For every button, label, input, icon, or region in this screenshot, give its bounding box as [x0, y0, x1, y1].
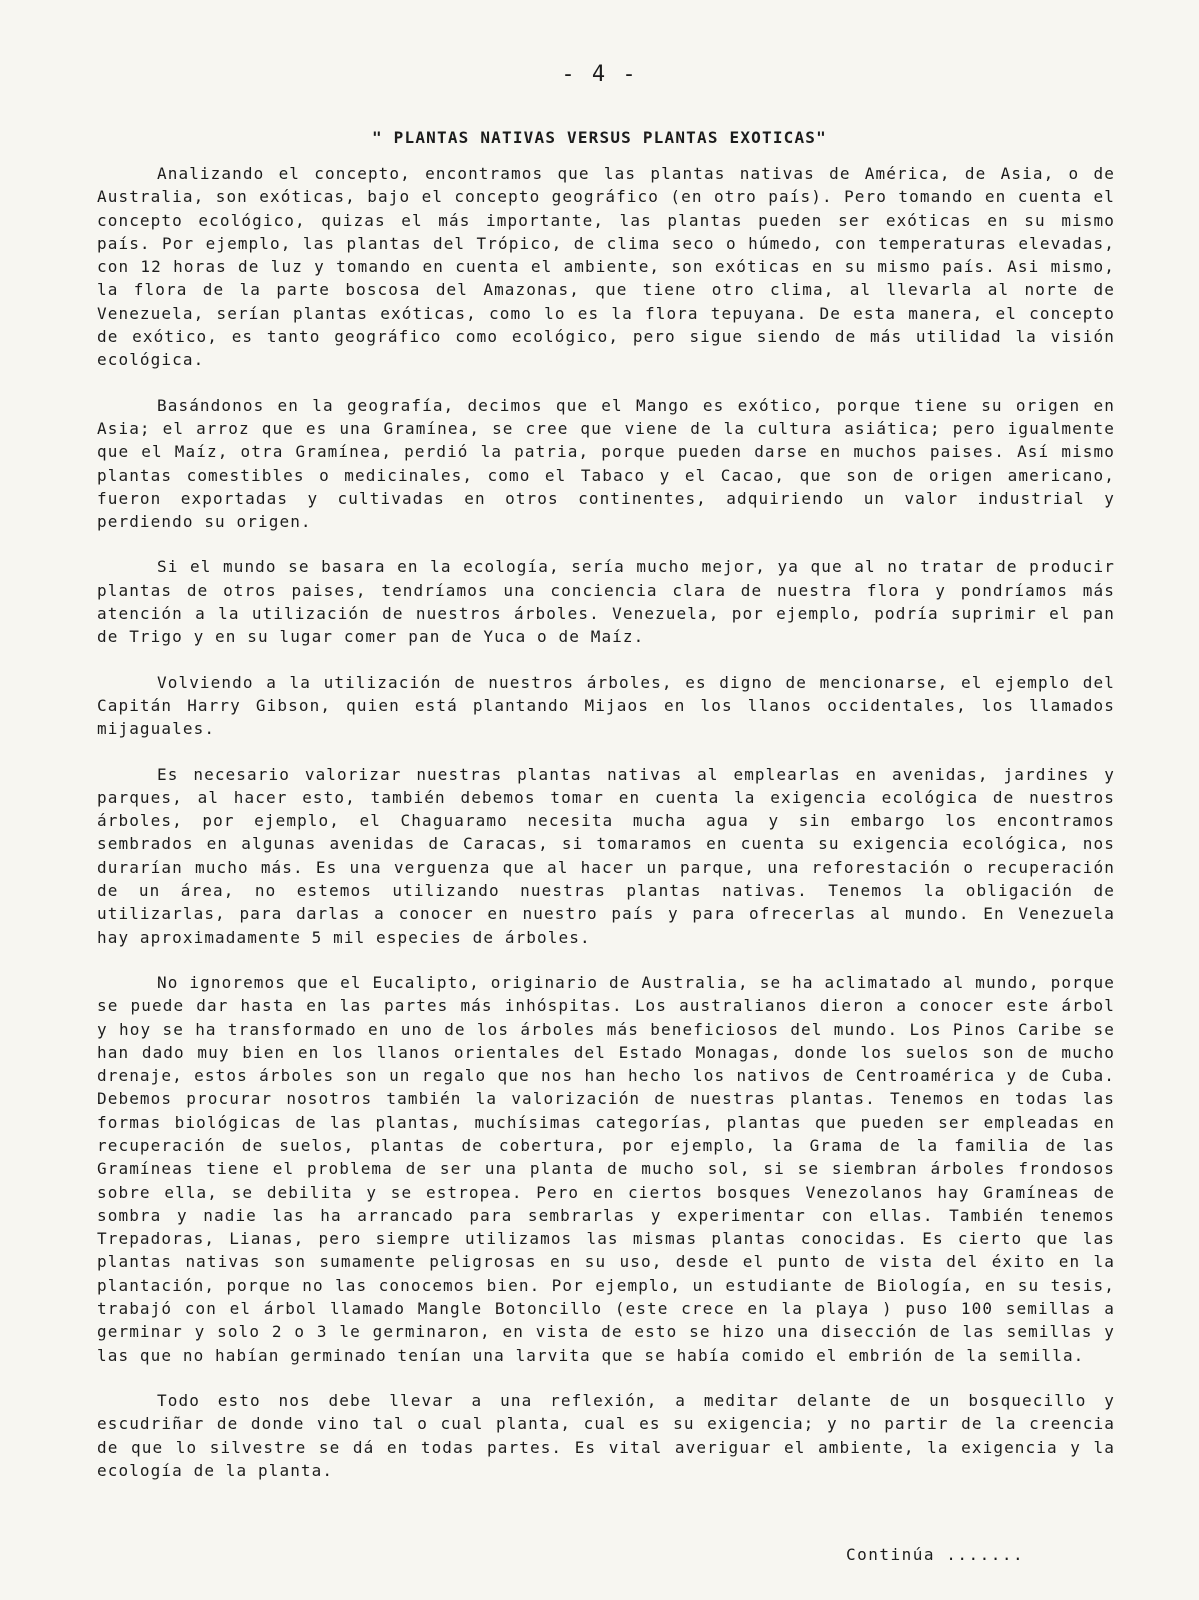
article-body — [97, 162, 1115, 1504]
paragraph: Analizando el concepto, encontramos que las plantas nativas de América, de Asia, o de Australia, son exóticas, bajo el concepto geográfico (en otro país). Pero tomando en cuenta el concepto ecológico, quizas el más importante, las plantas pueden ser exóticas en su mismo país. Por ejemplo, las plantas del Trópico, de clima seco o húmedo, con temperaturas elevadas, con 12 horas de luz y tomando en cuenta el ambiente, son exóticas en su mismo país. Asi mismo, la flora de la parte boscosa del Amazonas, que tiene otro clima, al llevarla al norte de Venezuela, serían plantas exóticas, como lo es la flora tepuyana. De esta manera, el concepto de exótico, es tanto geográfico como ecológico, pero sigue siendo de más utilidad la visión ecológica. — [97, 164, 1115, 370]
paragraph: Todo esto nos debe llevar a una reflexión, a meditar delante de un bosquecillo y escudriñar de donde vino tal o cual planta, cual es su exigencia; y no partir de la creencia de que lo silvestre se dá en todas partes. Es vital averiguar el ambiente, la exigencia y la ecología de la planta. — [97, 1390, 1115, 1480]
paragraph: Es necesario valorizar nuestras plantas nativas al emplearlas en avenidas, jardines y parques, al hacer esto, también debemos tomar en cuenta la exigencia ecológica de nuestros árboles, por ejemplo, el Chaguaramo necesita mucha agua y sin embargo los encontramos sembrados en algunas avenidas de Caracas, si tomaramos en cuenta su exigencia ecológica, nos durarían mucho más. Es una verguenza que al hacer un parque, una reforestación o recuperación de un área, no estemos utilizando nuestras plantas nativas. Tenemos la obligación de utilizarlas, para darlas a conocer en nuestro país y para ofrecerlas al mundo. En Venezuela hay aproximadamente 5 mil especies de árboles. — [97, 764, 1115, 947]
paragraph: Volviendo a la utilización de nuestros árboles, es digno de mencionarse, el ejemplo del Capitán Harry Gibson, quien está plantando Mijaos en los llanos occidentales, los llamados mijaguales. — [97, 672, 1115, 739]
page-title: " PLANTAS NATIVAS VERSUS PLANTAS EXOTICAS" — [372, 128, 827, 147]
continued-note: Continúa ....... — [846, 1545, 1025, 1564]
page-number: - 4 - — [561, 62, 638, 87]
paragraph: No ignoremos que el Eucalipto, originario de Australia, se ha aclimatado al mundo, porque se puede dar hasta en las partes más inhóspitas. Los australianos dieron a conocer este árbol y hoy se ha transformado en uno de los árboles más beneficiosos del mundo. Los Pinos Caribe se han dado muy bien en los llanos orientales del Estado Monagas, donde los suelos son de mucho drenaje, estos árboles son un regalo que nos han hecho los nativos de Centroamérica y de Cuba. Debemos procurar nosotros también la valorización de nuestras plantas. Tenemos en todas las formas biológicas de las plantas, muchísimas categorías, plantas que pueden ser empleadas en recuperación de suelos, plantas de cobertura, por ejemplo, la Grama de la familia de las Gramíneas tiene el problema de ser una planta de mucho sol, si se siembran árboles frondosos sobre ella, se debilita y se estropea. Pero en ciertos bosques Venezolanos hay Gramíneas de sombra y nadie las ha arrancado para sembrarlas y experimentar con ellas. También tenemos Trepadoras, Lianas, pero siempre utilizamos las mismas plantas conocidas. Es cierto que las plantas nativas son sumamente peligrosas en su uso, desde el punto de vista del éxito en la plantación, porque no las conocemos bien. Por ejemplo, un estudiante de Biología, en su tesis, trabajó con el árbol llamado Mangle Botoncillo (este crece en la playa ) puso 100 semillas a germinar y solo 2 o 3 le germinaron, en vista de esto se hizo una disección de las semillas y las que no habían germinado tenían una larvita que se había comido el embrión de la semilla. — [97, 972, 1115, 1365]
paragraph: Si el mundo se basara en la ecología, sería mucho mejor, ya que al no tratar de producir plantas de otros paises, tendríamos una conciencia clara de nuestra flora y pondríamos más atención a la utilización de nuestros árboles. Venezuela, por ejemplo, podría suprimir el pan de Trigo y en su lugar comer pan de Yuca o de Maíz. — [97, 557, 1115, 647]
paragraph: Basándonos en la geografía, decimos que el Mango es exótico, porque tiene su origen en Asia; el arroz que es una Gramínea, se cree que viene de la cultura asiática; pero igualmente que el Maíz, otra Gramínea, perdió la patria, porque pueden darse en muchos paises. Así mismo plantas comestibles o medicinales, como el Tabaco y el Cacao, que son de origen americano, fueron exportadas y cultivadas en otros continentes, adquiriendo un valor industrial y perdiendo su origen. — [97, 395, 1115, 532]
